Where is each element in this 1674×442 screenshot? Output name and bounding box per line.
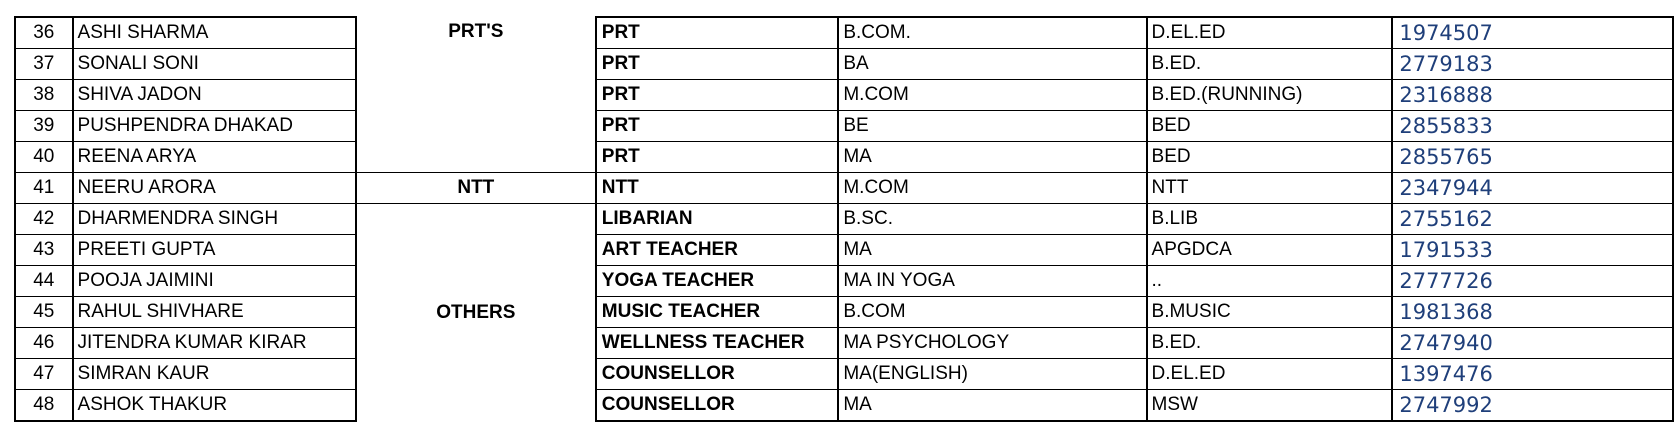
table-row [15, 297, 1673, 328]
staff-id: 2855833 [1392, 111, 1673, 142]
table-row [15, 173, 1673, 204]
serial-number: 44 [15, 266, 73, 297]
professional-qualification: B.ED. [1147, 49, 1393, 80]
staff-name: ASHOK THAKUR [73, 390, 356, 422]
post-cell: PRT [596, 142, 839, 173]
staff-name: ASHI SHARMA [73, 17, 356, 49]
post-cell: COUNSELLOR [596, 390, 839, 422]
staff-id: 2347944 [1392, 173, 1673, 204]
staff-id: 1791533 [1392, 235, 1673, 266]
staff-id: 2777726 [1392, 266, 1673, 297]
post-cell: YOGA TEACHER [596, 266, 839, 297]
post-cell: PRT [596, 111, 839, 142]
staff-name: POOJA JAIMINI [73, 266, 356, 297]
professional-qualification: BED [1147, 111, 1393, 142]
serial-number: 37 [15, 49, 73, 80]
professional-qualification: MSW [1147, 390, 1393, 422]
category-label-ntt: NTT [356, 173, 596, 204]
academic-qualification: B.COM. [838, 17, 1146, 49]
staff-name: SONALI SONI [73, 49, 356, 80]
academic-qualification: B.COM [838, 297, 1146, 328]
staff-name: SIMRAN KAUR [73, 359, 356, 390]
post-cell: NTT [596, 173, 839, 204]
serial-number: 43 [15, 235, 73, 266]
professional-qualification: D.EL.ED [1147, 17, 1393, 49]
staff-id: 1974507 [1392, 17, 1673, 49]
category-label-others: OTHERS [436, 301, 516, 323]
table-row [15, 235, 1673, 266]
table-row [15, 142, 1673, 173]
serial-number: 40 [15, 142, 73, 173]
academic-qualification: B.SC. [838, 204, 1146, 235]
staff-id: 2755162 [1392, 204, 1673, 235]
staff-id: 2747940 [1392, 328, 1673, 359]
table-row [15, 17, 1673, 49]
serial-number: 42 [15, 204, 73, 235]
serial-number: 38 [15, 80, 73, 111]
staff-name: RAHUL SHIVHARE [73, 297, 356, 328]
professional-qualification: B.ED.(RUNNING) [1147, 80, 1393, 111]
post-cell: COUNSELLOR [596, 359, 839, 390]
post-cell: ART TEACHER [596, 235, 839, 266]
serial-number: 46 [15, 328, 73, 359]
professional-qualification: APGDCA [1147, 235, 1393, 266]
staff-name: DHARMENDRA SINGH [73, 204, 356, 235]
serial-number: 41 [15, 173, 73, 204]
staff-id: 2855765 [1392, 142, 1673, 173]
post-cell: WELLNESS TEACHER [596, 328, 839, 359]
category-label-prt: PRT'S [448, 21, 504, 42]
staff-name: REENA ARYA [73, 142, 356, 173]
academic-qualification: MA [838, 142, 1146, 173]
staff-name: SHIVA JADON [73, 80, 356, 111]
serial-number: 48 [15, 390, 73, 422]
academic-qualification: MA(ENGLISH) [838, 359, 1146, 390]
table-row [15, 328, 1673, 359]
staff-id: 1981368 [1392, 297, 1673, 328]
academic-qualification: MA [838, 235, 1146, 266]
staff-id: 2779183 [1392, 49, 1673, 80]
professional-qualification: B.ED. [1147, 328, 1393, 359]
staff-table [14, 16, 1674, 422]
table-row [15, 111, 1673, 142]
academic-qualification: M.COM [838, 80, 1146, 111]
academic-qualification: BA [838, 49, 1146, 80]
academic-qualification: MA [838, 390, 1146, 422]
table-row [15, 390, 1673, 422]
table-row [15, 80, 1673, 111]
table-row [15, 359, 1673, 390]
serial-number: 47 [15, 359, 73, 390]
post-cell: PRT [596, 80, 839, 111]
serial-number: 39 [15, 111, 73, 142]
staff-name: PREETI GUPTA [73, 235, 356, 266]
table-row [15, 266, 1673, 297]
post-cell: LIBARIAN [596, 204, 839, 235]
staff-name: NEERU ARORA [73, 173, 356, 204]
professional-qualification: NTT [1147, 173, 1393, 204]
post-cell: PRT [596, 17, 839, 49]
staff-name: PUSHPENDRA DHAKAD [73, 111, 356, 142]
staff-id: 1397476 [1392, 359, 1673, 390]
post-cell: MUSIC TEACHER [596, 297, 839, 328]
staff-name: JITENDRA KUMAR KIRAR [73, 328, 356, 359]
post-cell: PRT [596, 49, 839, 80]
professional-qualification: D.EL.ED [1147, 359, 1393, 390]
professional-qualification: B.LIB [1147, 204, 1393, 235]
professional-qualification: .. [1147, 266, 1393, 297]
professional-qualification: BED [1147, 142, 1393, 173]
staff-table-body [15, 17, 1673, 421]
academic-qualification: M.COM [838, 173, 1146, 204]
academic-qualification: BE [838, 111, 1146, 142]
staff-id: 2316888 [1392, 80, 1673, 111]
table-row [15, 49, 1673, 80]
professional-qualification: B.MUSIC [1147, 297, 1393, 328]
academic-qualification: MA IN YOGA [838, 266, 1146, 297]
serial-number: 45 [15, 297, 73, 328]
serial-number: 36 [15, 17, 73, 49]
table-row [15, 204, 1673, 235]
staff-id: 2747992 [1392, 390, 1673, 422]
academic-qualification: MA PSYCHOLOGY [838, 328, 1146, 359]
